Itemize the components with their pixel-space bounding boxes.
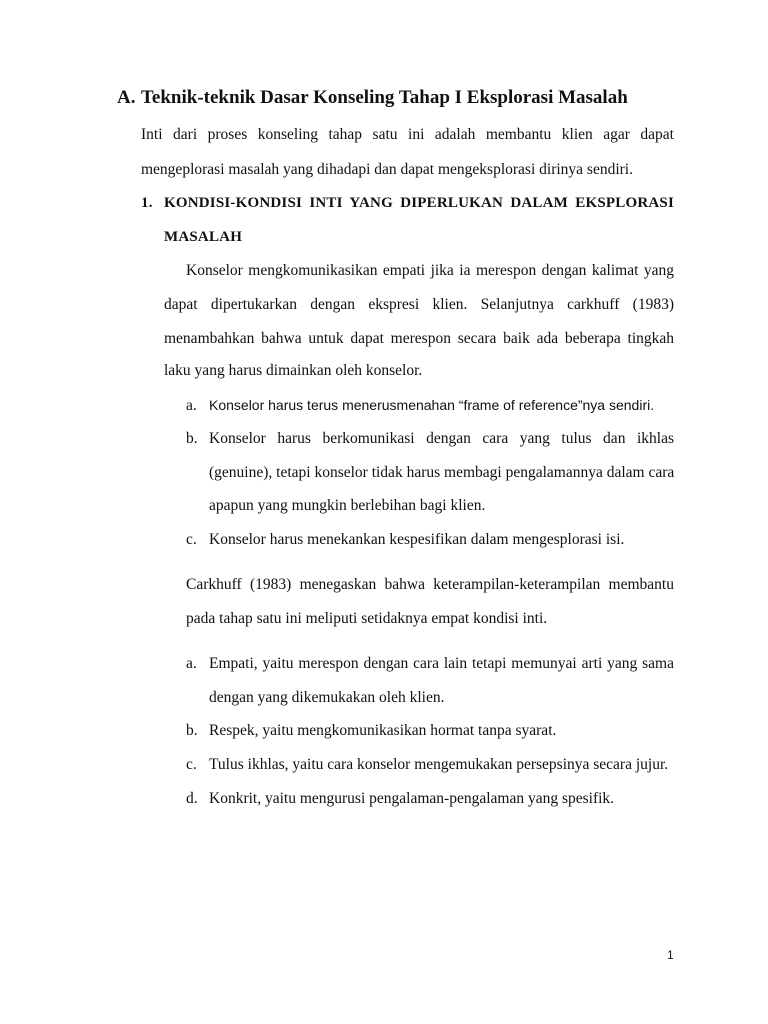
list1-item-c-line-1: Konselor harus menekankan kespesifikan dalam mengesplorasi isi.: [209, 531, 625, 548]
para1-line-1: Konselor mengkomunikasikan empati jika ia merespon dengan kalimat yang: [186, 262, 674, 279]
page-number: 1: [667, 948, 674, 962]
list1-item-b-line-2: (genuine), tetapi konselor tidak harus membagi pengalamannya dalam cara: [209, 464, 675, 481]
subsection-number: 1.: [141, 195, 153, 211]
list1-marker-a: a.: [186, 397, 197, 414]
list1-item-a-line-1: Konselor harus terus menerusmenahan “frame of reference”nya sendiri.: [209, 397, 655, 413]
intro-line-2: mengeplorasi masalah yang dihadapi dan dapat mengeksplorasi dirinya sendiri.: [141, 161, 633, 178]
para2-line-2: pada tahap satu ini meliputi setidaknya empat kondisi inti.: [186, 610, 548, 627]
list2-marker-c: c.: [186, 756, 197, 773]
list1-item-b-line-1: Konselor harus berkomunikasi dengan cara yang tulus dan ikhlas: [209, 430, 674, 447]
section-title: Teknik-teknik Dasar Konseling Tahap I Eksplorasi Masalah: [141, 87, 628, 108]
para1-line-3: menambahkan bahwa untuk dapat merespon secara baik ada beberapa tingkah: [164, 330, 674, 347]
list2-item-b-line-1: Respek, yaitu mengkomunikasikan hormat tanpa syarat.: [209, 722, 557, 739]
intro-line-1: Inti dari proses konseling tahap satu ini adalah membantu klien agar dapat: [141, 126, 674, 143]
list2-item-a-line-2: dengan yang dikemukakan oleh klien.: [209, 689, 445, 706]
list1-marker-b: b.: [186, 430, 198, 447]
list2-marker-b: b.: [186, 722, 198, 739]
para2-line-1: Carkhuff (1983) menegaskan bahwa keterampilan-keterampilan membantu: [186, 576, 674, 593]
section-letter: A.: [117, 87, 136, 108]
list1-item-b-line-3: apapun yang mungkin berlebihan bagi klien.: [209, 497, 486, 514]
list1-marker-c: c.: [186, 531, 197, 548]
para1-line-4: laku yang harus dimainkan oleh konselor.: [164, 362, 423, 379]
list2-marker-d: d.: [186, 790, 198, 807]
list2-marker-a: a.: [186, 655, 197, 672]
list2-item-c-line-1: Tulus ikhlas, yaitu cara konselor mengemukakan persepsinya secara jujur.: [209, 756, 669, 773]
list2-item-d-line-1: Konkrit, yaitu mengurusi pengalaman-pengalaman yang spesifik.: [209, 790, 615, 807]
subsection-title-line-2: MASALAH: [164, 229, 243, 245]
subsection-title-line-1: KONDISI-KONDISI INTI YANG DIPERLUKAN DALAM EKSPLORASI: [164, 195, 674, 211]
para1-line-2: dapat dipertukarkan dengan ekspresi klien. Selanjutnya carkhuff (1983): [164, 296, 674, 313]
list2-item-a-line-1: Empati, yaitu merespon dengan cara lain tetapi memunyai arti yang sama: [209, 655, 674, 672]
